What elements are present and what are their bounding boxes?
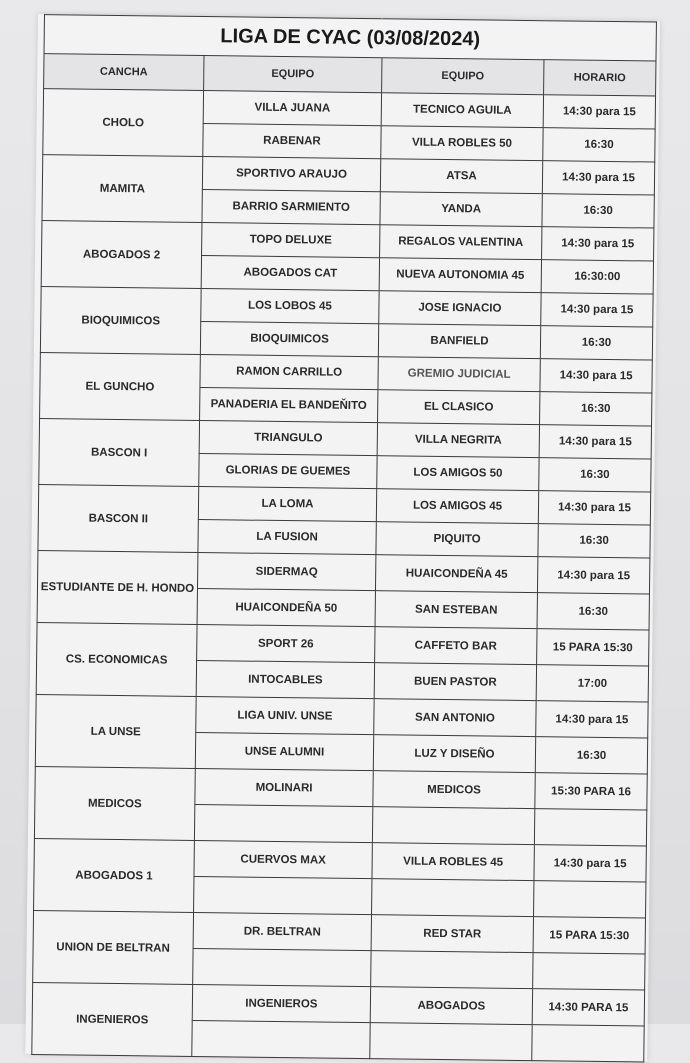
horario-cell: 14:30 PARA 15 xyxy=(532,989,644,1026)
equipo-2-cell: ABOGADOS xyxy=(370,987,532,1025)
header-horario: HORARIO xyxy=(544,60,656,96)
horario-cell: 16:30 xyxy=(537,593,649,630)
horario-cell xyxy=(532,1025,644,1062)
horario-cell: 14:30 para 15 xyxy=(536,701,648,738)
horario-cell: 14:30 para 15 xyxy=(534,845,646,882)
horario-cell: 16:30 xyxy=(535,737,647,774)
equipo-2-cell: SAN ESTEBAN xyxy=(375,591,537,629)
equipo-1-cell: RABENAR xyxy=(203,124,381,159)
horario-cell: 14:30 para 15 xyxy=(539,425,651,459)
horario-cell: 14:30 para 15 xyxy=(540,359,652,393)
equipo-1-cell: MOLINARI xyxy=(195,768,373,806)
fixture-table xyxy=(31,14,657,1062)
horario-cell: 16:30 xyxy=(542,194,654,228)
equipo-2-cell xyxy=(372,807,534,845)
horario-cell: 14:30 para 15 xyxy=(541,293,653,327)
equipo-2-cell: YANDA xyxy=(380,192,542,227)
cancha-cell: MAMITA xyxy=(42,155,203,223)
equipo-1-cell: LIGA UNIV. UNSE xyxy=(196,696,374,734)
equipo-2-cell: CAFFETO BAR xyxy=(375,627,537,665)
table-row xyxy=(41,287,653,327)
horario-cell: 14:30 para 15 xyxy=(542,161,654,195)
header-equipo-1: EQUIPO xyxy=(204,56,382,93)
equipo-1-cell: BIOQUIMICOS xyxy=(200,322,378,357)
schedule-sheet xyxy=(25,14,660,1062)
equipo-2-cell: REGALOS VALENTINA xyxy=(380,225,542,260)
table-row xyxy=(39,419,651,459)
equipo-1-cell xyxy=(192,1020,370,1058)
cancha-cell: ABOGADOS 1 xyxy=(34,839,195,913)
cancha-cell: ABOGADOS 2 xyxy=(41,221,202,289)
equipo-1-cell: BARRIO SARMIENTO xyxy=(202,190,380,225)
equipo-1-cell xyxy=(194,876,372,914)
horario-cell: 16:30 xyxy=(543,128,655,162)
equipo-1-cell: SPORTIVO ARAUJO xyxy=(202,157,380,192)
equipo-2-cell: VILLA ROBLES 45 xyxy=(372,843,534,881)
horario-cell: 15 PARA 15:30 xyxy=(537,629,649,666)
equipo-1-cell: VILLA JUANA xyxy=(203,91,381,126)
table-row xyxy=(40,353,652,393)
header-cancha: CANCHA xyxy=(44,54,204,91)
equipo-1-cell: TRIANGULO xyxy=(199,421,377,456)
cancha-cell: MEDICOS xyxy=(34,767,195,841)
table-row xyxy=(38,485,650,525)
equipo-1-cell: TOPO DELUXE xyxy=(202,223,380,258)
equipo-1-cell xyxy=(194,804,372,842)
equipo-2-cell xyxy=(371,951,533,989)
equipo-1-cell: LA FUSION xyxy=(198,519,376,554)
table-row xyxy=(43,89,655,129)
horario-cell: 14:30 para 15 xyxy=(542,227,654,261)
horario-cell: 14:30 para 15 xyxy=(543,95,655,129)
horario-cell xyxy=(534,881,646,918)
horario-cell: 14:30 para 15 xyxy=(538,491,650,525)
equipo-1-cell: LA LOMA xyxy=(198,486,376,521)
equipo-1-cell: ABOGADOS CAT xyxy=(201,256,379,291)
cancha-cell: INGENIEROS xyxy=(32,983,193,1057)
horario-cell: 16:30 xyxy=(539,458,651,492)
equipo-2-cell: EL CLASICO xyxy=(378,390,540,425)
equipo-2-cell: RED STAR xyxy=(371,915,533,953)
equipo-2-cell xyxy=(372,879,534,917)
equipo-2-cell: BUEN PASTOR xyxy=(374,663,536,701)
horario-cell: 16:30:00 xyxy=(541,260,653,294)
cancha-cell: LA UNSE xyxy=(35,695,196,769)
cancha-cell: BIOQUIMICOS xyxy=(40,287,201,355)
cancha-cell: BASCON II xyxy=(38,485,199,553)
equipo-2-cell: BANFIELD xyxy=(378,324,540,359)
table-row xyxy=(42,221,654,261)
horario-cell: 15 PARA 15:30 xyxy=(533,917,645,954)
horario-cell: 15:30 PARA 16 xyxy=(535,773,647,810)
header-equipo-2: EQUIPO xyxy=(382,58,544,95)
table-row xyxy=(37,623,649,666)
page-title: LIGA DE CYAC (03/08/2024) xyxy=(44,15,656,61)
table-row xyxy=(35,767,647,810)
equipo-2-cell: SAN ANTONIO xyxy=(374,699,536,737)
equipo-2-cell: PIQUITO xyxy=(376,522,538,557)
fixture-body xyxy=(32,89,656,1062)
equipo-1-cell: RAMON CARRILLO xyxy=(200,355,378,390)
horario-cell: 17:00 xyxy=(536,665,648,702)
equipo-1-cell: INGENIEROS xyxy=(192,984,370,1022)
equipo-2-cell: MEDICOS xyxy=(373,771,535,809)
cancha-cell: BASCON I xyxy=(39,419,200,487)
equipo-1-cell: SIDERMAQ xyxy=(197,552,375,590)
table-row xyxy=(38,551,650,594)
equipo-2-cell: TECNICO AGUILA xyxy=(381,93,543,128)
horario-cell: 16:30 xyxy=(540,392,652,426)
cancha-cell: CHOLO xyxy=(43,89,204,157)
table-row xyxy=(42,155,654,195)
equipo-2-cell: HUAICONDEÑA 45 xyxy=(375,555,537,593)
equipo-1-cell xyxy=(193,948,371,986)
horario-cell: 14:30 para 15 xyxy=(537,557,649,594)
equipo-2-cell: GREMIO JUDICIAL xyxy=(378,357,540,392)
equipo-1-cell: CUERVOS MAX xyxy=(194,840,372,878)
equipo-2-cell xyxy=(370,1023,532,1061)
horario-cell: 16:30 xyxy=(538,524,650,558)
equipo-2-cell: LOS AMIGOS 45 xyxy=(376,489,538,524)
equipo-1-cell: INTOCABLES xyxy=(196,660,374,698)
equipo-1-cell: PANADERIA EL BANDEŇITO xyxy=(200,388,378,423)
table-row xyxy=(33,911,645,954)
horario-cell xyxy=(534,809,646,846)
equipo-2-cell: LUZ Y DISEÑO xyxy=(373,735,535,773)
equipo-2-cell: NUEVA AUTONOMIA 45 xyxy=(379,258,541,293)
equipo-1-cell: UNSE ALUMNI xyxy=(195,732,373,770)
equipo-1-cell: GLORIAS DE GUEMES xyxy=(199,454,377,489)
equipo-2-cell: VILLA ROBLES 50 xyxy=(381,126,543,161)
table-row xyxy=(36,695,648,738)
equipo-2-cell: LOS AMIGOS 50 xyxy=(377,456,539,491)
cancha-cell: UNION DE BELTRAN xyxy=(33,911,194,985)
horario-cell: 16:30 xyxy=(540,326,652,360)
equipo-2-cell: ATSA xyxy=(380,159,542,194)
horario-cell xyxy=(533,953,645,990)
equipo-2-cell: JOSE IGNACIO xyxy=(379,291,541,326)
table-row xyxy=(32,983,644,1026)
cancha-cell: EL GUNCHO xyxy=(40,353,201,421)
cancha-cell: ESTUDIANTE DE H. HONDO xyxy=(37,551,198,625)
equipo-1-cell: LOS LOBOS 45 xyxy=(201,289,379,324)
cancha-cell: CS. ECONOMICAS xyxy=(36,623,197,697)
equipo-1-cell: SPORT 26 xyxy=(197,624,375,662)
equipo-1-cell: HUAICONDEÑA 50 xyxy=(197,588,375,626)
equipo-1-cell: DR. BELTRAN xyxy=(193,912,371,950)
table-row xyxy=(34,839,646,882)
equipo-2-cell: VILLA NEGRITA xyxy=(377,423,539,458)
